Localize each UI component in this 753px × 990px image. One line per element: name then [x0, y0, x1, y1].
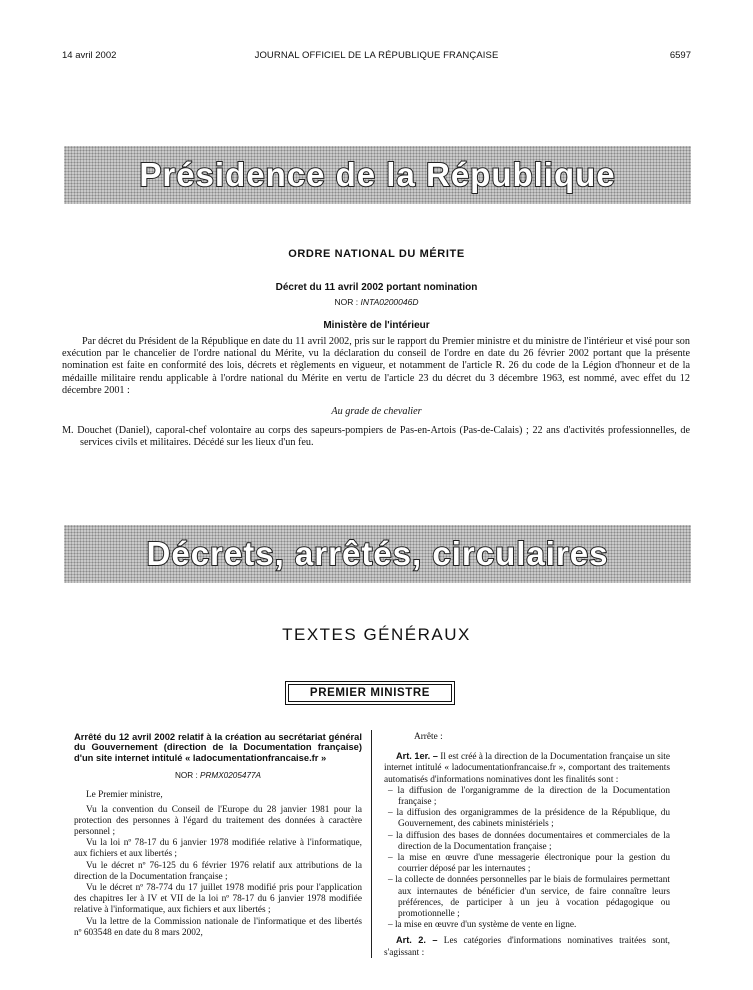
article-1 [384, 751, 670, 786]
arrete-nor-label: NOR : [174, 771, 198, 781]
article-1-label: Art. 1er. – [396, 751, 438, 762]
list-item: – la diffusion de l'organigramme de la direction de la Documentation française ; [388, 785, 670, 808]
header-page-number: 6597 [669, 50, 691, 61]
ministry-heading: Ministère de l'intérieur [323, 320, 430, 331]
ordre-heading: ORDRE NATIONAL DU MÉRITE [288, 248, 465, 260]
arrete-nor-code: PRMX0205477A [200, 771, 262, 781]
header-date: 14 avril 2002 [62, 50, 117, 61]
decret-title: Décret du 11 avril 2002 portant nomination [275, 282, 478, 293]
header-journal-title: JOURNAL OFFICIEL DE LA RÉPUBLIQUE FRANÇAISE [254, 50, 499, 61]
decret-nor [0, 297, 753, 307]
vu-paragraph: Vu la convention du Conseil de l'Europe du 28 janvier 1981 pour la protection des personnes à l'égard du traitement des données à caractère personnel ; [74, 804, 362, 838]
arrete-label: Arrête : [414, 732, 443, 742]
article-1-text: Il est créé à la direction de la Documentation française un site internet intitulé « ladocumentationfrancaise.fr », comportant des traitements automatisés d'informations nominatives dont les finalités sont : [384, 752, 670, 785]
decret-body: Par décret du Président de la République en date du 11 avril 2002, pris sur le rapport du Premier ministre et du ministre de l'intérieur et visé pour son exécution par le chancelier de l'ordre national du Mérite, vu la déclaration du conseil de l'ordre en date du 26 février 2002 portant que la présente nomination est faite en conformité des lois, décrets et règlements en vigueur, et notamment de l'article R. 26 du code de la Légion d'honneur et de la médaille militaire rendu applicable à l'ordre national du Mérite en vertu de l'article 23 du décret du 3 décembre 1963, est nommé, avec effet du 12 décembre 2001 : [62, 336, 690, 396]
list-item: – la mise en œuvre d'un système de vente en ligne. [388, 920, 577, 931]
banner-presidence [64, 146, 691, 204]
vu-paragraph: Vu la loi nº 78-17 du 6 janvier 1978 modifiée relative à l'informatique, aux fichiers et aux libertés ; [74, 838, 362, 860]
right-column [384, 732, 670, 959]
decret-nor-code: INTA0200046D [360, 297, 419, 307]
textes-generaux-heading: TEXTES GÉNÉRAUX [282, 625, 471, 644]
article-2 [384, 935, 670, 958]
article-2-label: Art. 2. – [396, 935, 438, 946]
list-item: – la mise en œuvre d'une messagerie électronique pour la gestion du courrier déposé par les internautes ; [388, 853, 670, 875]
running-head [0, 50, 753, 66]
vu-paragraph: Vu le décret nº 76-125 du 6 février 1976 relatif aux attributions de la direction de la Documentation française ; [74, 860, 362, 882]
list-item: – la diffusion des bases de données documentaires et commerciales de la direction de la Documentation française ; [388, 830, 670, 852]
article-2-text: Les catégories d'informations nominatives traitées sont, s'agissant : [384, 936, 671, 958]
premier-ministre-box [285, 681, 455, 705]
arrete-title: Arrêté du 12 avril 2002 relatif à la création au secrétariat général du Gouvernement (direction de la Documentation française) d'un site internet intitulé « ladocumentationfrancaise.fr » [74, 731, 362, 763]
nominee-paragraph: M. Douchet (Daniel), caporal-chef volontaire au corps des sapeurs-pompiers de Pas-en-Artois (Pas-de-Calais) ; 22 ans d'activités professionnelles, de services civils et militaires. Décédé sur les lieux d'un feu. [62, 425, 690, 449]
banner-presidence-text: Présidence de la République [139, 156, 616, 193]
vu-paragraph: Vu la lettre de la Commission nationale de l'informatique et des libertés nº 603548 en date du 8 mars 2002, [74, 916, 362, 938]
list-item: – la diffusion des organigrammes de la présidence de la République, du Gouvernement, des cabinets ministériels ; [388, 808, 670, 830]
arrete-opening: Le Premier ministre, [86, 790, 163, 801]
list-item: – la collecte de données personnelles par le biais de formulaires permettant aux internautes de bénéficier d'un service, de faire connaître leurs préférences, de participer à un jeu à vocation pédagogique ou promotionnelle ; [388, 875, 670, 920]
banner-decrets-text: Décrets, arrêtés, circulaires [146, 535, 609, 572]
column-divider [371, 730, 372, 958]
decret-nor-label: NOR : [334, 297, 359, 307]
left-column [74, 732, 362, 939]
vu-paragraph: Vu le décret nº 78-774 du 17 juillet 1978 modifié pris pour l'application des chapitres Ier à IV et VII de la loi nº 78-17 du 6 janvier 1978 modifiée relative à l'informatique, aux fichiers et aux libertés ; [74, 883, 362, 916]
banner-decrets [64, 525, 691, 583]
premier-ministre-label: PREMIER MINISTRE [288, 684, 452, 702]
grade-heading: Au grade de chevalier [331, 406, 422, 417]
arrete-nor [74, 770, 362, 781]
